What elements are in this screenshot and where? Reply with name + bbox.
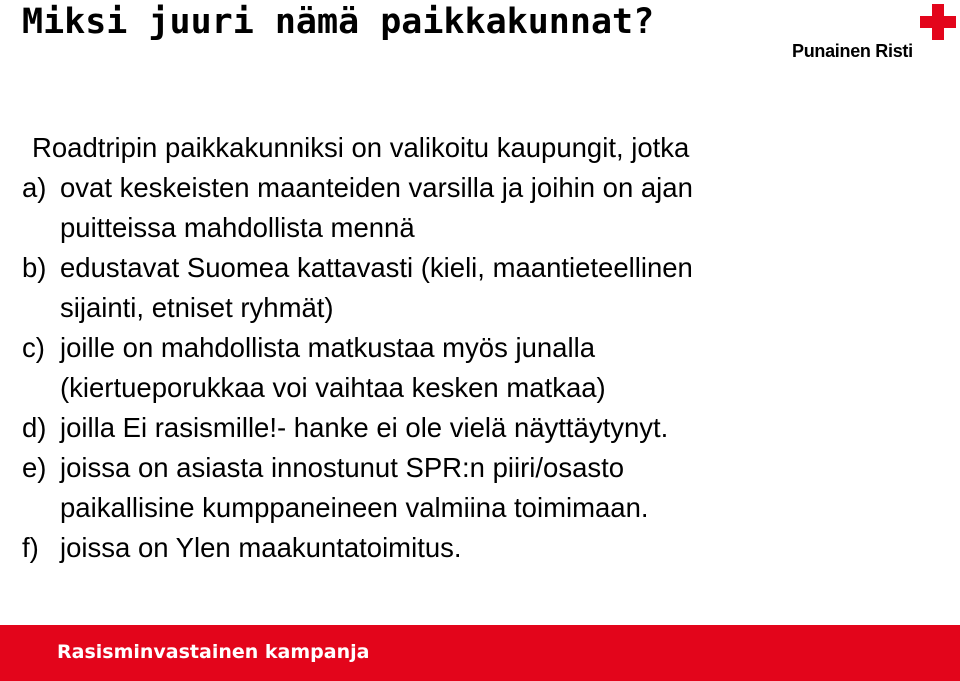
item-marker: d) <box>22 412 47 443</box>
footer-bar <box>0 625 960 681</box>
item-line: puitteissa mahdollista mennä <box>60 212 415 243</box>
criteria-item-d <box>22 408 942 448</box>
criteria-list <box>22 168 942 568</box>
slide-title: Miksi juuri nämä paikkakunnat? <box>22 2 655 42</box>
item-line: joissa on Ylen maakuntatoimitus. <box>60 532 462 563</box>
item-line: sijainti, etniset ryhmät) <box>60 292 334 323</box>
criteria-item-f <box>22 528 942 568</box>
item-marker: a) <box>22 172 47 203</box>
criteria-item-e <box>22 448 942 528</box>
item-line: (kiertueporukkaa voi vaihtaa kesken matkaa) <box>60 372 606 403</box>
red-cross-icon <box>920 4 956 40</box>
punainen-risti-logo <box>792 4 956 64</box>
item-marker: b) <box>22 252 47 283</box>
slide-content <box>22 128 942 568</box>
item-line: joissa on asiasta innostunut SPR:n piiri/osasto <box>60 452 625 483</box>
footer-text: Rasisminvastainen kampanja <box>57 641 370 663</box>
item-line: edustavat Suomea kattavasti (kieli, maantieteellinen <box>60 252 693 283</box>
criteria-item-b <box>22 248 942 328</box>
criteria-item-c <box>22 328 942 408</box>
item-line: joille on mahdollista matkustaa myös junalla <box>60 332 595 363</box>
item-marker: c) <box>22 332 45 363</box>
item-line: paikallisine kumppaneineen valmiina toimimaan. <box>60 492 649 523</box>
item-marker: f) <box>22 532 39 563</box>
logo-text: Punainen Risti <box>792 41 913 61</box>
red-cross-horizontal-bar <box>920 16 956 28</box>
item-line: joilla Ei rasismille!- hanke ei ole vielä näyttäytynyt. <box>60 412 669 443</box>
criteria-item-a <box>22 168 942 248</box>
intro-text: Roadtripin paikkakunniksi on valikoitu kaupungit, jotka <box>32 132 690 163</box>
item-line: ovat keskeisten maanteiden varsilla ja joihin on ajan <box>60 172 693 203</box>
item-marker: e) <box>22 452 47 483</box>
